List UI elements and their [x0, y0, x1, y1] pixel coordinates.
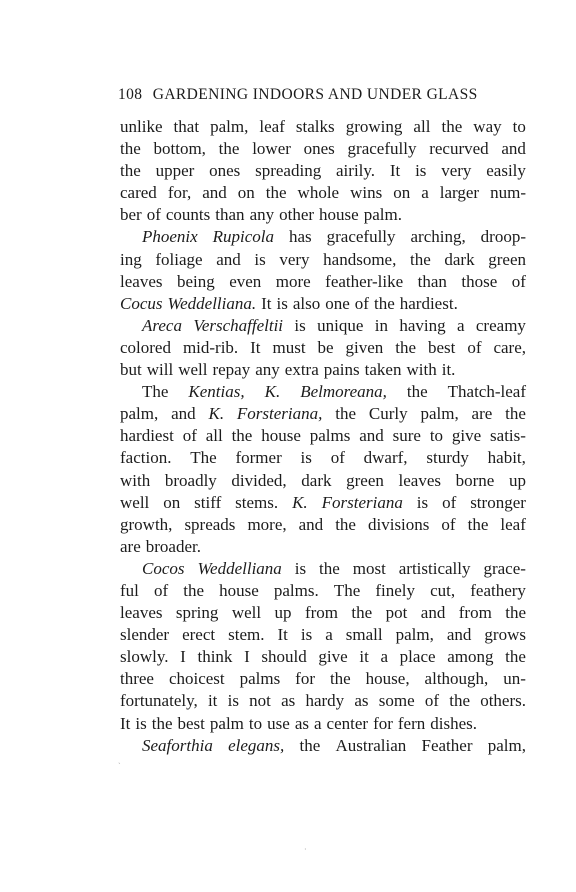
word: slowly. [120, 647, 169, 667]
word: well [178, 360, 208, 380]
word: spreading [255, 161, 322, 181]
word: dishes. [430, 713, 478, 733]
word: it. [441, 360, 456, 380]
text-line [120, 116, 526, 138]
word: divided, [231, 470, 287, 490]
word: broader. [145, 536, 201, 556]
word: for [373, 713, 393, 733]
word: is [300, 448, 312, 468]
word: unlike [120, 117, 163, 136]
text-line [120, 624, 526, 646]
word: leaf [500, 514, 526, 534]
word: slender [120, 625, 170, 645]
word: of [354, 293, 369, 313]
word: the [351, 603, 373, 623]
word: a [325, 625, 333, 645]
word: house [261, 426, 301, 446]
italic-word: Forsteriana, [236, 404, 323, 424]
word: feather-like [325, 271, 404, 291]
word: palm, [487, 735, 526, 755]
word: larger [439, 183, 480, 203]
word: stalks [295, 117, 335, 136]
word: having [399, 315, 446, 335]
word: Curly [368, 404, 408, 424]
word: broadly [164, 470, 217, 490]
word: all [413, 117, 431, 136]
word: palms [309, 426, 351, 446]
word: of [511, 271, 526, 291]
word: of [441, 514, 456, 534]
word: and [359, 426, 384, 446]
word: It [261, 293, 272, 313]
word: the [406, 382, 428, 402]
word: stiff [194, 492, 222, 512]
word: other [279, 205, 315, 225]
word: than [215, 205, 245, 225]
text-line [120, 713, 526, 735]
word: the [335, 404, 357, 424]
word: satis- [490, 426, 526, 446]
text-line [120, 447, 526, 469]
word: not [249, 691, 271, 711]
word: whole [297, 183, 340, 203]
word: a [313, 713, 322, 733]
body-text [120, 116, 526, 757]
italic-word: Weddelliana. [167, 293, 257, 313]
word: stronger [470, 492, 526, 512]
italic-word: Cocos [142, 558, 185, 578]
word: and [202, 183, 227, 203]
word: ber [120, 205, 142, 225]
word: leaves [398, 470, 442, 490]
word: cut, [430, 580, 456, 600]
word: well [120, 492, 150, 512]
word: It [120, 713, 131, 733]
word: creamy [475, 315, 526, 335]
word: The [333, 580, 361, 600]
word: best [427, 337, 456, 357]
word: although, [424, 669, 489, 689]
word: care, [493, 337, 526, 357]
word: dark [444, 249, 475, 269]
word: the [329, 669, 351, 689]
word: pains [323, 360, 360, 380]
word: Thatch-leaf [447, 382, 526, 402]
italic-word: Belmoreana, [300, 382, 387, 402]
word: with [120, 470, 151, 490]
word: is [416, 492, 429, 512]
word: num- [490, 183, 526, 203]
italic-word: Cocus [120, 293, 163, 313]
word: palm, [420, 404, 459, 424]
word: any [255, 360, 280, 380]
word: on [237, 183, 255, 203]
word: is [415, 161, 427, 181]
word: gracefully [347, 139, 417, 159]
word: in [374, 315, 388, 335]
word: give [318, 647, 348, 667]
word: the [218, 139, 240, 159]
text-line [120, 646, 526, 668]
page-number: 108 [118, 86, 143, 103]
word: the [505, 603, 526, 623]
word: from [458, 603, 492, 623]
word: the [299, 735, 321, 755]
word: palms [239, 669, 281, 689]
word: on [393, 183, 411, 203]
italic-word: K. [292, 492, 308, 512]
word: palm, [395, 625, 434, 645]
word: must [272, 337, 306, 357]
word: and [501, 139, 526, 159]
text-line [120, 536, 526, 558]
word: finely [375, 580, 416, 600]
word: has [289, 227, 312, 247]
word: It [250, 337, 261, 357]
italic-word: Forsteriana [321, 492, 403, 512]
word: upper [155, 161, 195, 181]
word: should [261, 647, 307, 667]
word: stem. [228, 625, 265, 645]
word: the [120, 161, 141, 181]
italic-word: Kentias, [188, 382, 245, 402]
word: It [277, 625, 288, 645]
word: is [294, 558, 307, 578]
word: house [219, 580, 259, 600]
word: and [420, 603, 446, 623]
word: are [471, 404, 493, 424]
word: extra [284, 360, 319, 380]
word: dark [301, 470, 332, 490]
italic-word: K. [264, 382, 281, 402]
word: the [395, 337, 417, 357]
word: some [378, 691, 415, 711]
word: the [231, 426, 253, 446]
word: former [235, 448, 282, 468]
word: is [135, 713, 147, 733]
word: house, [365, 669, 410, 689]
word: very [441, 161, 472, 181]
text-line [120, 403, 526, 425]
word: faction. [120, 448, 172, 468]
word: spring [175, 603, 219, 623]
italic-word: Phoenix [142, 227, 198, 247]
word: palm, [210, 117, 249, 136]
word: borne [455, 470, 495, 490]
italic-word: K. [208, 404, 225, 424]
word: give [451, 426, 482, 446]
word: recurved [429, 139, 489, 159]
speck-mark: ˏ [118, 755, 121, 764]
word: is [276, 293, 288, 313]
text-line [120, 425, 526, 447]
word: artistically [398, 558, 471, 578]
word: is [254, 249, 266, 269]
word: palms. [273, 580, 319, 600]
word: hardiest [120, 426, 174, 446]
word: but [120, 360, 142, 380]
word: and [298, 514, 324, 534]
running-head [118, 86, 528, 104]
word: is [227, 691, 239, 711]
word: house [319, 205, 359, 225]
word: pot [385, 603, 408, 623]
word: ful [120, 580, 139, 600]
word: as [281, 691, 296, 711]
text-line [120, 381, 526, 403]
text-line [120, 492, 526, 514]
word: up [274, 603, 292, 623]
word: of [442, 492, 457, 512]
word: hardy [305, 691, 345, 711]
text-line [120, 315, 526, 337]
word: green [488, 249, 526, 269]
word: The [142, 382, 169, 402]
word: all [205, 426, 223, 446]
word: palm [209, 713, 244, 733]
word: foliage [155, 249, 203, 269]
word: growth, [120, 514, 173, 534]
word: unique [317, 315, 364, 335]
text-line [120, 514, 526, 536]
text-line [120, 204, 526, 226]
word: as [294, 713, 309, 733]
word: is [294, 315, 306, 335]
word: counts [165, 205, 211, 225]
word: stems. [235, 492, 279, 512]
word: leaves [120, 603, 163, 623]
word: the [373, 293, 395, 313]
word: leaf [259, 117, 285, 136]
word: any [249, 205, 275, 225]
word: given [345, 337, 384, 357]
word: choicest [168, 669, 225, 689]
word: it [359, 647, 369, 667]
word: leaves [120, 271, 163, 291]
word: green [346, 470, 384, 490]
word: a [421, 183, 429, 203]
word: I [180, 647, 186, 667]
word: airily. [336, 161, 376, 181]
word: growing [345, 117, 403, 136]
word: a [456, 315, 465, 335]
word: a [380, 647, 389, 667]
word: and [171, 404, 196, 424]
word: gracefully [326, 227, 396, 247]
word: among [447, 647, 494, 667]
italic-word: Seaforthia [142, 735, 213, 755]
word: way [473, 117, 502, 136]
word: one [325, 293, 350, 313]
italic-word: Verschaffeltii [193, 315, 284, 335]
word: to [248, 713, 263, 733]
word: ones [303, 139, 335, 159]
word: It [389, 161, 401, 181]
word: repay [212, 360, 251, 380]
word: the [449, 691, 470, 711]
running-title: GARDENING INDOORS AND UNDER GLASS [152, 86, 478, 103]
text-line [120, 249, 526, 271]
word: of [153, 580, 169, 600]
word: hardiest. [399, 293, 458, 313]
word: also [292, 293, 321, 313]
word: as [354, 691, 369, 711]
italic-word: Areca [142, 315, 182, 335]
word: with [406, 360, 437, 380]
word: for, [167, 183, 192, 203]
word: the [441, 117, 463, 136]
word: will [146, 360, 174, 380]
word: from [304, 603, 338, 623]
word: even [229, 271, 262, 291]
word: others. [480, 691, 526, 711]
word: fortunately, [120, 691, 198, 711]
word: ing [120, 249, 142, 269]
word: fern [397, 713, 426, 733]
word: to [429, 426, 444, 446]
word: grows [484, 625, 526, 645]
word: spreads [184, 514, 236, 534]
word: bottom, [153, 139, 206, 159]
text-line [120, 182, 526, 204]
word: divisions [368, 514, 430, 534]
word: palm, [120, 404, 159, 424]
word: the [120, 139, 141, 159]
word: of [146, 205, 161, 225]
word: lower [252, 139, 291, 159]
word: easily [486, 161, 526, 181]
text-line [120, 690, 526, 712]
word: and [216, 249, 241, 269]
word: the [505, 404, 526, 424]
word: small [345, 625, 383, 645]
word: center [326, 713, 369, 733]
word: be [317, 337, 334, 357]
word: and [446, 625, 472, 645]
word: I [244, 647, 250, 667]
word: use [267, 713, 290, 733]
word: are [120, 536, 141, 556]
word: best [177, 713, 205, 733]
word: think [197, 647, 233, 667]
word: colored [120, 337, 171, 357]
word: feathery [470, 580, 526, 600]
word: palm. [363, 205, 402, 225]
word: most [352, 558, 386, 578]
text-line [120, 558, 526, 580]
word: the [319, 558, 340, 578]
text-line [120, 160, 526, 182]
word: the [505, 647, 526, 667]
speck-mark: · [304, 845, 307, 854]
word: the [265, 183, 287, 203]
text-line [120, 470, 526, 492]
word: the [335, 514, 356, 534]
text-line [120, 735, 526, 757]
word: un- [503, 669, 526, 689]
text-line [120, 668, 526, 690]
word: ones [209, 161, 241, 181]
word: of [182, 426, 197, 446]
word: the [467, 514, 489, 534]
word: erect [182, 625, 216, 645]
word: mid-rib. [182, 337, 239, 357]
text-line [120, 602, 526, 624]
word: for [295, 669, 315, 689]
italic-word: Rupicola [212, 227, 275, 247]
word: on [163, 492, 181, 512]
word: the [183, 580, 205, 600]
word: sturdy [426, 448, 469, 468]
word: that [173, 117, 200, 136]
word: dwarf, [363, 448, 408, 468]
word: wins [350, 183, 383, 203]
word: arching, [410, 227, 466, 247]
word: well [231, 603, 262, 623]
text-line [120, 271, 526, 293]
word: handsome, [323, 249, 397, 269]
word: cared [120, 183, 157, 203]
word: three [120, 669, 154, 689]
word: of [424, 691, 440, 711]
word: droop- [480, 227, 526, 247]
word: grace- [483, 558, 526, 578]
word: being [176, 271, 215, 291]
word: The [190, 448, 217, 468]
word: more [275, 271, 311, 291]
word: sure [392, 426, 421, 446]
text-line [120, 293, 526, 315]
word: up [508, 470, 526, 490]
word: very [279, 249, 310, 269]
italic-word: Weddelliana [197, 558, 282, 578]
word: those [461, 271, 498, 291]
text-line [120, 337, 526, 359]
word: it [207, 691, 218, 711]
word: more, [247, 514, 287, 534]
word: habit, [487, 448, 526, 468]
word: taken [364, 360, 402, 380]
text-line [120, 580, 526, 602]
word: Feather [421, 735, 473, 755]
text-line [120, 138, 526, 160]
word: the [151, 713, 173, 733]
italic-word: elegans, [228, 735, 285, 755]
word: is [300, 625, 313, 645]
word: place [399, 647, 436, 667]
word: Australian [335, 735, 407, 755]
word: than [417, 271, 447, 291]
word: of [467, 337, 482, 357]
text-line [120, 359, 526, 381]
word: of [330, 448, 345, 468]
word: the [409, 249, 431, 269]
word: to [512, 117, 526, 136]
text-line [120, 226, 526, 248]
